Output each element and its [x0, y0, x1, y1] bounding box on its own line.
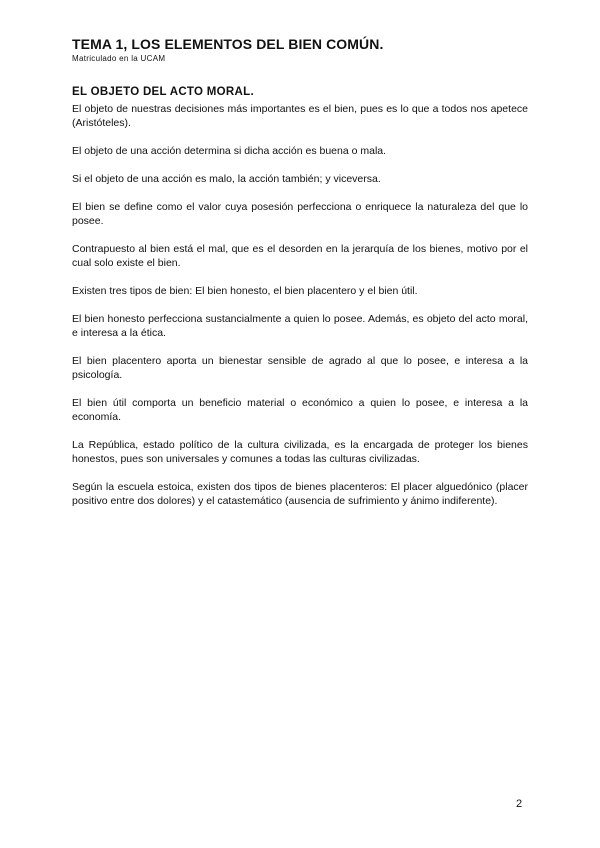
paragraph: Según la escuela estoica, existen dos tipos de bienes placenteros: El placer alguedónico (placer positivo entre dos dolores) y el catastemático (ausencia de sufrimiento y ánimo indiferente).	[72, 481, 528, 507]
paragraph: Existen tres tipos de bien: El bien honesto, el bien placentero y el bien útil.	[72, 285, 418, 297]
paragraph: El objeto de una acción determina si dicha acción es buena o mala.	[72, 145, 387, 157]
section-heading: EL OBJETO DEL ACTO MORAL.	[72, 86, 254, 98]
page-number: 2	[516, 798, 523, 810]
paragraph: Contrapuesto al bien está el mal, que es el desorden en la jerarquía de los bienes, motivo por el cual solo existe el bien.	[72, 243, 528, 269]
document-page	[72, 36, 528, 522]
paragraph: El bien útil comporta un beneficio material o económico a quien lo posee, e interesa a la economía.	[72, 397, 528, 423]
paragraph: El bien honesto perfecciona sustancialmente a quien lo posee. Además, es objeto del acto moral, e interesa a la ética.	[72, 313, 528, 339]
paragraph: El bien se define como el valor cuya posesión perfecciona o enriquece la naturaleza del que lo posee.	[72, 201, 528, 227]
paragraph: Si el objeto de una acción es malo, la acción también; y viceversa.	[72, 173, 381, 185]
paragraph: El objeto de nuestras decisiones más importantes es el bien, pues es lo que a todos nos apetece (Aristóteles).	[72, 103, 528, 129]
document-subtitle: Matriculado en la UCAM	[72, 54, 166, 63]
section-body	[72, 102, 528, 508]
paragraph: El bien placentero aporta un bienestar sensible de agrado al que lo posee, e interesa a la psicología.	[72, 355, 528, 381]
paragraph: La República, estado político de la cultura civilizada, es la encargada de proteger los bienes honestos, pues son universales y comunes a todas las culturas civilizadas.	[72, 439, 528, 465]
document-title: TEMA 1, LOS ELEMENTOS DEL BIEN COMÚN.	[72, 36, 384, 52]
